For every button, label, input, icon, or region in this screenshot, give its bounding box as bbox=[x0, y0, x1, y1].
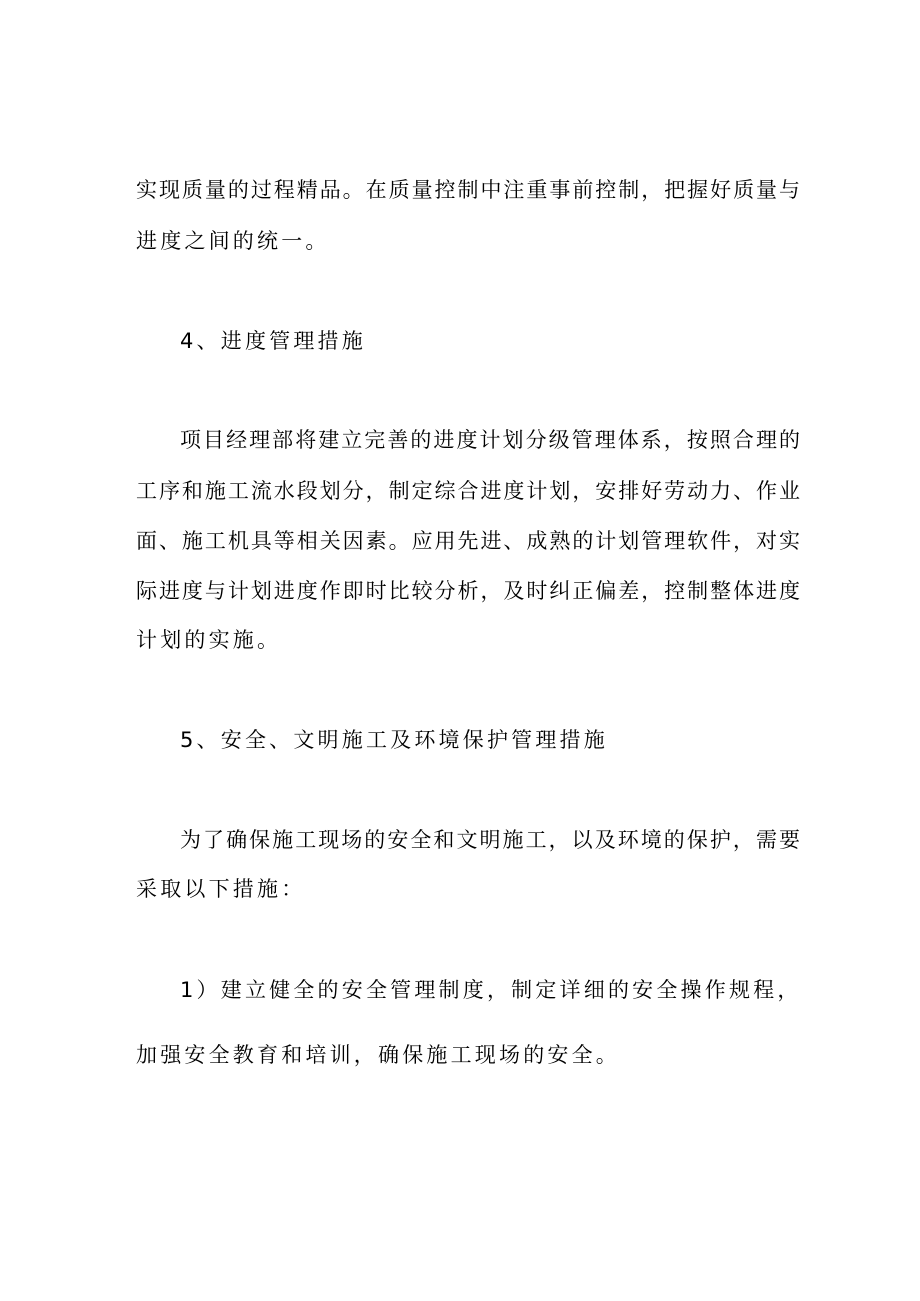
paragraph-line: 面、施工机具等相关因素。应用先进、成熟的计划管理软件，对实 bbox=[136, 529, 800, 553]
section-heading-5: 5、安全、文明施工及环境保护管理措施 bbox=[180, 728, 608, 752]
paragraph-line: 际进度与计划进度作即时比较分析，及时纠正偏差，控制整体进度 bbox=[136, 579, 800, 603]
paragraph-line: 计划的实施。 bbox=[136, 628, 282, 652]
paragraph-line: 采取以下措施： bbox=[136, 877, 306, 901]
paragraph-line: 项目经理部将建立完善的进度计划分级管理体系，按照合理的 bbox=[180, 428, 800, 452]
paragraph-line: 进度之间的统一。 bbox=[136, 229, 330, 253]
list-item-line: 1）建立健全的安全管理制度，制定详细的安全操作规程， bbox=[180, 978, 802, 1002]
paragraph-line: 实现质量的过程精品。在质量控制中注重事前控制，把握好质量与 bbox=[136, 178, 800, 202]
list-item-line: 加强安全教育和培训，确保施工现场的安全。 bbox=[136, 1043, 620, 1067]
section-heading-4: 4、进度管理措施 bbox=[180, 329, 366, 353]
paragraph-line: 工序和施工流水段划分，制定综合进度计划，安排好劳动力、作业 bbox=[136, 479, 800, 503]
paragraph-line: 为了确保施工现场的安全和文明施工，以及环境的保护，需要 bbox=[180, 828, 800, 852]
